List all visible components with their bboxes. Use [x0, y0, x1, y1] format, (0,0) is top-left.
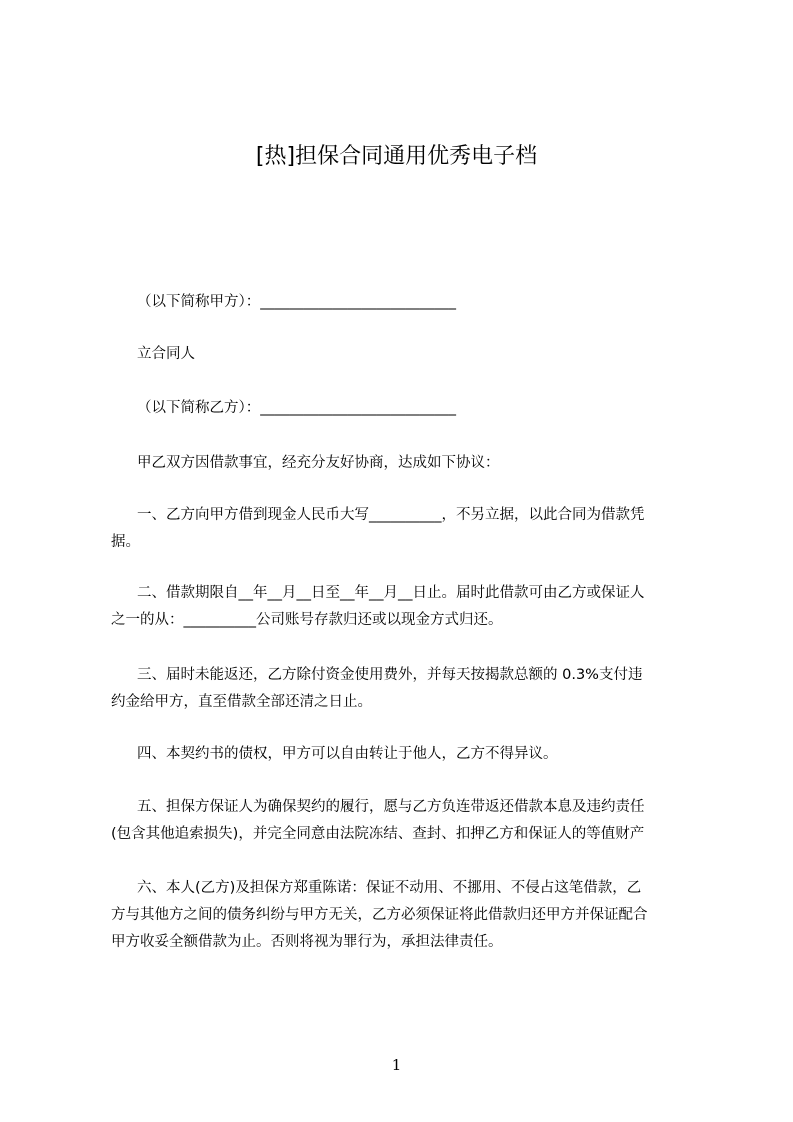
contract-party-label: 立合同人	[137, 346, 195, 362]
clause-6-line-3: 甲方收妥全额借款为止。否则将视为罪行为，承担法律责任。	[111, 934, 503, 950]
clause-3-line-2: 约金给甲方，直至借款全部还清之日止。	[111, 694, 372, 710]
party-b-line: （以下简称乙方）：___________________________	[137, 400, 456, 416]
clause-2-line-1: 二、借款期限自__年__月__日至__年__月__日止。届时此借款可由乙方或保证人	[137, 585, 645, 601]
clause-6-line-2: 方与其他方之间的债务纠纷与甲方无关，乙方必须保证将此借款归还甲方并保证配合	[111, 907, 648, 923]
document-title: [热]担保合同通用优秀电子档	[255, 144, 538, 169]
clause-3-line-1: 三、届时未能返还，乙方除付资金使用费外，并每天按揭款总额的 0.3%支付违	[137, 667, 643, 683]
clause-4: 四、本契约书的债权，甲方可以自由转让于他人，乙方不得异议。	[137, 746, 558, 762]
page-number: 1	[391, 1056, 402, 1074]
clause-5-line-1: 五、担保方保证人为确保契约的履行，愿与乙方负连带返还借款本息及违约责任	[137, 799, 645, 815]
party-a-line: （以下简称甲方）：___________________________	[137, 294, 456, 310]
clause-1-line-1: 一、乙方向甲方借到现金人民币大写__________，不另立据，以此合同为借款凭	[137, 507, 645, 523]
clause-6-line-1: 六、本人(乙方)及担保方郑重陈诺：保证不动用、不挪用、不侵占这笔借款，乙	[137, 880, 642, 896]
clause-2-line-2: 之一的从：__________公司账号存款归还或以现金方式归还。	[111, 612, 503, 628]
clause-5-line-2: (包含其他追索损失)，并完全同意由法院冻结、查封、扣押乙方和保证人的等值财产	[111, 826, 645, 842]
clause-1-line-2: 据。	[111, 534, 140, 550]
intro-paragraph: 甲乙双方因借款事宜，经充分友好协商，达成如下协议：	[137, 455, 500, 471]
